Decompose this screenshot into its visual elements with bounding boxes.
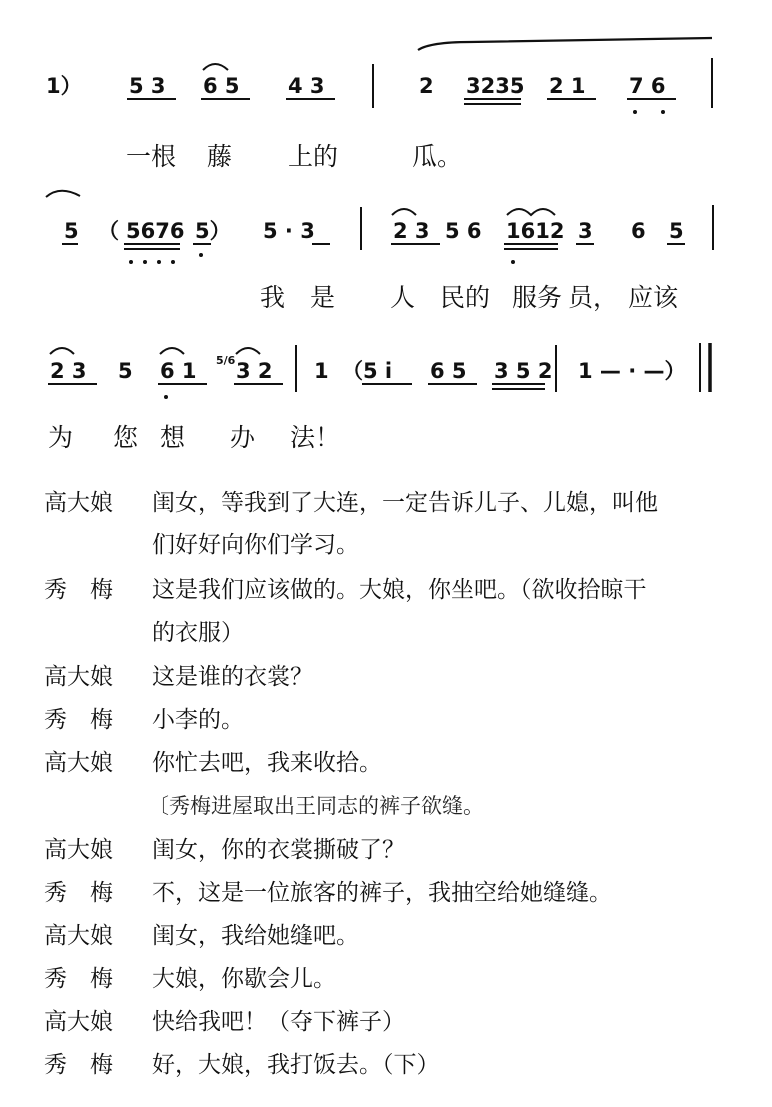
- score-svg: [0, 0, 772, 470]
- dialogue-text: 们好好向你们学习。: [152, 532, 359, 558]
- note: 1）: [46, 74, 82, 98]
- tie-slur: [160, 348, 184, 354]
- speaker-name: 高大娘: [44, 664, 113, 690]
- lyric: 应该: [628, 283, 679, 312]
- tie-slur: [392, 209, 416, 215]
- note: 5 · 3: [263, 219, 315, 243]
- low-octave-dot: [511, 260, 515, 264]
- tie-slur: [203, 64, 228, 70]
- note: 4 3: [288, 74, 325, 98]
- speaker-name: 高大娘: [44, 837, 113, 863]
- note: 3 5 2: [494, 359, 553, 383]
- low-octave-dot: [143, 260, 147, 264]
- grace-note: 5/6: [216, 354, 236, 367]
- tie-from-previous: [46, 191, 80, 197]
- phrase-slur: [418, 38, 712, 50]
- lyric: 为: [48, 423, 74, 452]
- note: 5）: [195, 219, 231, 243]
- low-octave-dot: [129, 260, 133, 264]
- speaker-name: 高大娘: [44, 750, 113, 776]
- dialogue-text: 闺女，我给她缝吧。: [152, 923, 359, 949]
- note: 6 5: [203, 74, 240, 98]
- tie-slur: [507, 209, 555, 215]
- low-octave-dot: [171, 260, 175, 264]
- dialogue-text: 快给我吧！（夺下裤子）: [152, 1009, 405, 1035]
- note: 1612: [506, 219, 565, 243]
- lyrics-line-1: [126, 142, 462, 171]
- low-octave-dot: [199, 253, 203, 257]
- lyric: 办: [230, 423, 256, 452]
- lyric: 我: [260, 283, 286, 312]
- note: 2: [419, 74, 434, 98]
- note: 1: [314, 359, 329, 383]
- lyric: 瓜。: [412, 142, 463, 171]
- lyric: 是: [310, 283, 336, 312]
- note: 5 3: [129, 74, 166, 98]
- note: 3: [578, 219, 593, 243]
- speaker-name: 秀 梅: [44, 707, 113, 733]
- note: （5 i: [342, 359, 393, 383]
- note: 6 5: [430, 359, 467, 383]
- tie-slur: [236, 348, 260, 354]
- speaker-name: 秀 梅: [44, 577, 113, 603]
- note: 7 6: [629, 74, 666, 98]
- lyric: 一根: [126, 142, 177, 171]
- dialogue-text: 不，这是一位旅客的裤子，我抽空给她缝缝。: [152, 880, 612, 906]
- lyric: 藤: [207, 142, 233, 171]
- speaker-name: 高大娘: [44, 923, 113, 949]
- lyric: 法！: [290, 423, 341, 452]
- dialogue-text: 闺女，你的衣裳撕破了？: [152, 837, 405, 863]
- note: 3 2: [236, 359, 273, 383]
- note: 5 6: [445, 219, 482, 243]
- note: 6 1: [160, 359, 197, 383]
- score-line-1: [46, 38, 712, 114]
- score-line-3: [48, 343, 710, 399]
- lyric: 您: [113, 423, 139, 452]
- paren: （: [98, 219, 119, 243]
- low-octave-dot: [157, 260, 161, 264]
- note: 5: [118, 359, 133, 383]
- dialogue-text: 你忙去吧，我来收拾。: [152, 750, 382, 776]
- note: 6: [631, 219, 646, 243]
- speaker-name: 高大娘: [44, 1009, 113, 1035]
- note: 3235: [466, 74, 525, 98]
- note: 1 — · —）: [578, 359, 686, 383]
- lyric: 民的: [440, 283, 491, 312]
- low-octave-dot: [164, 395, 168, 399]
- dialogue-text: 小李的。: [152, 707, 244, 733]
- note: 2 1: [549, 74, 586, 98]
- speaker-name: 秀 梅: [44, 966, 113, 992]
- note: 5: [669, 219, 684, 243]
- dialogue-text: 的衣服）: [152, 620, 244, 646]
- note: 2 3: [393, 219, 430, 243]
- low-octave-dot: [661, 110, 665, 114]
- note: 5: [64, 219, 79, 243]
- lyric: 服务: [512, 283, 563, 312]
- lyric: 想: [160, 423, 186, 452]
- speaker-name: 秀 梅: [44, 1052, 113, 1078]
- dialogue-text: 好，大娘，我打饭去。（下）: [152, 1052, 440, 1078]
- stage-direction-text: 〔秀梅进屋取出王同志的裤子欲缝。: [148, 794, 484, 818]
- note: 2 3: [50, 359, 87, 383]
- lyric: 人: [390, 283, 416, 312]
- tie-slur: [50, 348, 74, 354]
- note: 5676: [126, 219, 185, 243]
- lyric: 上的: [288, 142, 339, 171]
- speaker-name: 秀 梅: [44, 880, 113, 906]
- dialogue-text: 这是我们应该做的。大娘，你坐吧。（欲收拾晾干: [152, 577, 647, 603]
- dialogue-text: 大娘，你歇会儿。: [152, 966, 336, 992]
- low-octave-dot: [633, 110, 637, 114]
- dialogue-text: 这是谁的衣裳？: [152, 664, 313, 690]
- score-line-2: [46, 191, 713, 264]
- lyric: 员，: [568, 283, 619, 312]
- lyrics-line-3: [48, 423, 340, 452]
- lyrics-line-2: [260, 283, 679, 312]
- dialogue-text: 闺女，等我到了大连，一定告诉儿子、儿媳，叫他: [152, 490, 658, 516]
- speaker-name: 高大娘: [44, 490, 113, 516]
